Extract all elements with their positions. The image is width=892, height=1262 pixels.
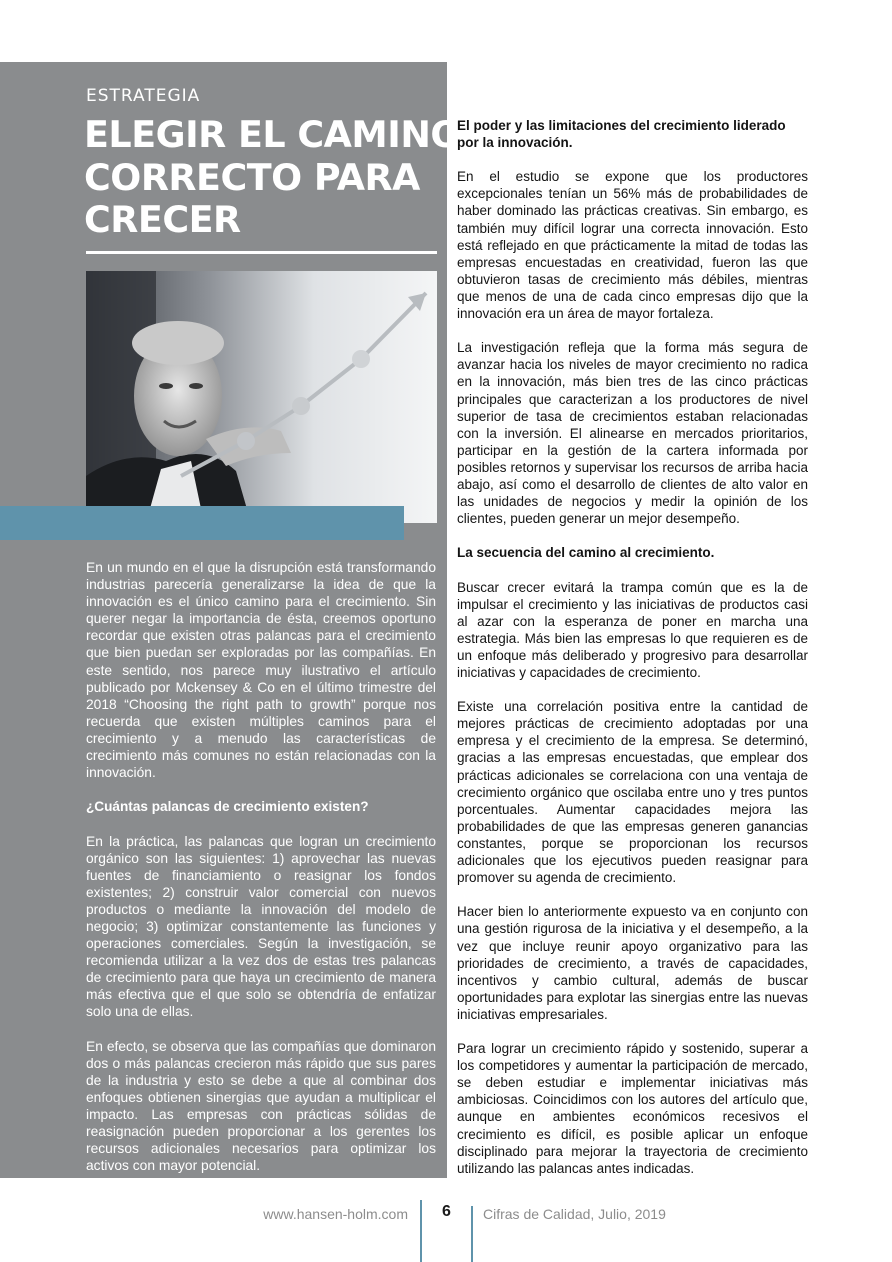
paragraph: La investigación refleja que la forma más segura de avanzar hacia los niveles de mayor crecimiento no radica en la innovación, más bien tres de las cinco prácticas principales que caracterizan a los productores de nivel superior de tasa de crecimientos estaban relacionadas con la inversión. El alinearse en mercados prioritarios, participar en la gestión de la cartera informada por posibles retornos y supervisar los recursos de arriba hacia abajo, así como el desarrollo de clientes de alto valor en las unidades de negocios y medir la opinión de los clientes, pueden generar un mejor desempeño. — [457, 340, 808, 527]
footer-website: www.hansen-holm.com — [263, 1206, 408, 1222]
intro-paragraph: En un mundo en el que la disrupción está transformando industrias parecería generalizarse la idea de que la innovación es el único camino para el crecimiento. Sin querer negar la importancia de ésta, creemos oportuno recordar que existen otras palancas para el crecimiento que bien puedan ser exploradas por las compañías. En este sentido, nos parece muy ilustrativo el artículo publicado por Mckensey & Co en el último trimestre del 2018 “Choosing the right path to growth” porque nos recuerda que existen múltiples caminos para el crecimiento y a menudo las características de crecimiento más comunes no están relacionadas con la innovación. — [86, 560, 436, 781]
article-title — [84, 113, 461, 242]
paragraph: En el estudio se expone que los productores excepcionales tenían un 56% más de probabilidades de haber dominado las prácticas creativas. Sin embargo, es también muy difícil lograr una correcta innovación. Esto está reflejado en que prácticamente la mitad de todas las empresas encuestadas en creatividad, fueron las que obtuvieron tasas de crecimiento más débiles, mientras que menos de una de cada cinco empresas dijo que la innovación era un área de mayor fortaleza. — [457, 169, 808, 322]
paragraph: En la práctica, las palancas que logran un crecimiento orgánico son las siguientes: 1) aprovechar las nuevas fuentes de financiamiento o reasignar los fondos existentes; 2) construir valor comercial con nuevos productos o mediante la innovación del modelo de negocio; 3) optimizar constantemente las funciones y operaciones comerciales. Según la investigación, se recomienda utilizar a la vez dos de estas tres palancas de crecimiento para que haya un crecimiento de manera más efectiva que el que solo se obtendría de enfatizar solo una de ellas. — [86, 833, 436, 1020]
paragraph: En efecto, se observa que las compañías que dominaron dos o más palancas crecieron más rápido que sus pares de la industria y esto se debe a que al combinar dos enfoques obtienen sinergias que ayudan a multiplicar el impacto. Las empresas con prácticas sólidas de reasignación pueden proporcionar a los gerentes los recursos adicionales necesarios para optimizar los activos con mayor potencial. — [86, 1038, 436, 1174]
left-column — [86, 559, 436, 1191]
right-column — [457, 117, 808, 1194]
title-line-2: CORRECTO PARA — [84, 155, 420, 199]
page-number: 6 — [442, 1203, 451, 1220]
footer-divider — [471, 1206, 473, 1262]
title-line-3: CRECER — [84, 198, 241, 241]
accent-band — [0, 506, 404, 540]
subheading-sequence: La secuencia del camino al crecimiento. — [457, 545, 715, 561]
title-divider — [86, 251, 437, 254]
footer-publication: Cifras de Calidad, Julio, 2019 — [483, 1206, 666, 1222]
businessman-growth-photo — [86, 271, 437, 523]
paragraph: Existe una correlación positiva entre la cantidad de mejores prácticas de crecimiento adoptadas por una empresa y el crecimiento de la empresa. Se determinó, gracias a las empresas encuestadas, que emplear dos prácticas adicionales se correlaciona con una ventaja de crecimiento orgánico que oscilaba entre uno y tres puntos porcentuales. Aumentar capacidades mejora las probabilidades de que las empresas generen ganancias constantes, porque se proporcionan los recursos adicionales que los ejecutivos pueden reasignar para promover su agenda de crecimiento. — [457, 699, 808, 886]
paragraph: Buscar crecer evitará la trampa común que es la de impulsar el crecimiento y las iniciativas de productos casi al azar con la esperanza de poner en marcha una estrategia. Más bien las empresas lo que requieren es de un enfoque más deliberado y progresivo para desarrollar iniciativas y capacidades de crecimiento. — [457, 579, 808, 680]
paragraph: Hacer bien lo anteriormente expuesto va en conjunto con una gestión rigurosa de la iniciativa y el desempeño, a la vez que incluye reunir apoyo organizativo para las prioridades de crecimiento, a través de capacidades, incentivos y cambio cultural, además de buscar oportunidades para explotar las sinergias entre las nuevas iniciativas empresariales. — [457, 904, 808, 1022]
section-label: ESTRATEGIA — [86, 86, 201, 106]
subheading-levers: ¿Cuántas palancas de crecimiento existen? — [86, 799, 369, 815]
subheading-innovation: El poder y las limitaciones del crecimiento liderado por la innovación. — [457, 118, 786, 151]
title-line-1: ELEGIR EL CAMINO — [84, 113, 461, 156]
paragraph: Para lograr un crecimiento rápido y sostenido, superar a los competidores y aumentar la participación de mercado, se deben estudiar e implementar iniciativas más ambiciosas. Coincidimos con los autores del artículo que, aunque en ambientes económicos recesivos el crecimiento es difícil, es posible aplicar un enfoque disciplinado para mejorar la trayectoria de crecimiento utilizando las palancas antes indicadas. — [457, 1041, 808, 1176]
